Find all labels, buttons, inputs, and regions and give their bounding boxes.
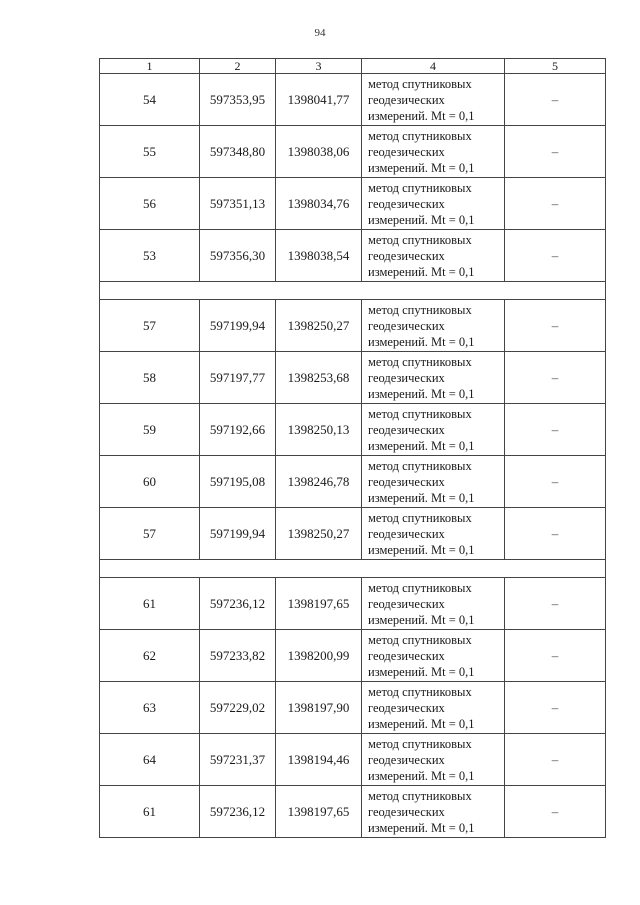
method-text-line: измерений. Mt = 0,1 xyxy=(368,664,475,679)
table-row xyxy=(100,456,606,508)
note-cell: – xyxy=(505,404,606,456)
method-text-line: метод спутниковых xyxy=(368,302,472,317)
method-text-line: геодезических xyxy=(368,804,445,819)
method-text-line: метод спутниковых xyxy=(368,580,472,595)
method-text-line: геодезических xyxy=(368,196,445,211)
y-coordinate-cell: 1398197,65 xyxy=(276,578,362,630)
note-cell: – xyxy=(505,786,606,838)
page-number: 94 xyxy=(314,27,326,39)
x-coordinate-cell: 597197,77 xyxy=(200,352,276,404)
x-coordinate-cell: 597351,13 xyxy=(200,178,276,230)
table-row xyxy=(100,352,606,404)
column-header: 5 xyxy=(505,59,606,74)
table-row xyxy=(100,682,606,734)
method-text-line: геодезических xyxy=(368,474,445,489)
method-text-line: измерений. Mt = 0,1 xyxy=(368,716,475,731)
y-coordinate-cell: 1398250,27 xyxy=(276,300,362,352)
method-cell xyxy=(362,352,505,404)
table-row xyxy=(100,734,606,786)
point-number-cell: 54 xyxy=(100,74,200,126)
table-header-row xyxy=(100,59,606,74)
method-text-line: геодезических xyxy=(368,248,445,263)
note-cell: – xyxy=(505,178,606,230)
method-cell xyxy=(362,74,505,126)
method-text-line: измерений. Mt = 0,1 xyxy=(368,768,475,783)
method-cell xyxy=(362,578,505,630)
x-coordinate-cell: 597199,94 xyxy=(200,300,276,352)
point-number-cell: 63 xyxy=(100,682,200,734)
x-coordinate-cell: 597231,37 xyxy=(200,734,276,786)
y-coordinate-cell: 1398200,99 xyxy=(276,630,362,682)
x-coordinate-cell: 597348,80 xyxy=(200,126,276,178)
method-text-line: геодезических xyxy=(368,752,445,767)
note-cell: – xyxy=(505,230,606,282)
table-row xyxy=(100,508,606,560)
note-cell: – xyxy=(505,126,606,178)
method-cell xyxy=(362,682,505,734)
note-cell: – xyxy=(505,352,606,404)
method-text-line: геодезических xyxy=(368,92,445,107)
x-coordinate-cell: 597356,30 xyxy=(200,230,276,282)
x-coordinate-cell: 597236,12 xyxy=(200,786,276,838)
method-text-line: геодезических xyxy=(368,596,445,611)
method-text-line: геодезических xyxy=(368,318,445,333)
x-coordinate-cell: 597233,82 xyxy=(200,630,276,682)
method-text-line: метод спутниковых xyxy=(368,736,472,751)
x-coordinate-cell: 597229,02 xyxy=(200,682,276,734)
method-text-line: метод спутниковых xyxy=(368,76,472,91)
note-cell: – xyxy=(505,508,606,560)
note-cell: – xyxy=(505,630,606,682)
note-cell: – xyxy=(505,74,606,126)
table-row xyxy=(100,578,606,630)
note-cell: – xyxy=(505,578,606,630)
table-row xyxy=(100,74,606,126)
point-number-cell: 57 xyxy=(100,508,200,560)
table-row xyxy=(100,300,606,352)
method-text-line: метод спутниковых xyxy=(368,128,472,143)
method-text-line: метод спутниковых xyxy=(368,458,472,473)
table-row xyxy=(100,630,606,682)
note-cell: – xyxy=(505,300,606,352)
point-number-cell: 53 xyxy=(100,230,200,282)
y-coordinate-cell: 1398250,13 xyxy=(276,404,362,456)
x-coordinate-cell: 597236,12 xyxy=(200,578,276,630)
method-text-line: измерений. Mt = 0,1 xyxy=(368,820,475,835)
method-text-line: измерений. Mt = 0,1 xyxy=(368,264,475,279)
group-separator-row xyxy=(100,282,606,300)
method-text-line: геодезических xyxy=(368,422,445,437)
method-text-line: измерений. Mt = 0,1 xyxy=(368,438,475,453)
method-text-line: метод спутниковых xyxy=(368,632,472,647)
y-coordinate-cell: 1398034,76 xyxy=(276,178,362,230)
point-number-cell: 55 xyxy=(100,126,200,178)
method-text-line: измерений. Mt = 0,1 xyxy=(368,612,475,627)
method-text-line: измерений. Mt = 0,1 xyxy=(368,542,475,557)
point-number-cell: 58 xyxy=(100,352,200,404)
table-body xyxy=(100,74,606,838)
column-header: 2 xyxy=(200,59,276,74)
group-separator-cell xyxy=(100,560,606,578)
point-number-cell: 61 xyxy=(100,786,200,838)
method-cell xyxy=(362,630,505,682)
table-row xyxy=(100,404,606,456)
x-coordinate-cell: 597192,66 xyxy=(200,404,276,456)
method-text-line: измерений. Mt = 0,1 xyxy=(368,212,475,227)
point-number-cell: 59 xyxy=(100,404,200,456)
note-cell: – xyxy=(505,456,606,508)
method-text-line: метод спутниковых xyxy=(368,180,472,195)
method-text-line: измерений. Mt = 0,1 xyxy=(368,160,475,175)
group-separator-cell xyxy=(100,282,606,300)
x-coordinate-cell: 597353,95 xyxy=(200,74,276,126)
method-text-line: метод спутниковых xyxy=(368,354,472,369)
point-number-cell: 60 xyxy=(100,456,200,508)
method-text-line: геодезических xyxy=(368,144,445,159)
method-cell xyxy=(362,734,505,786)
point-number-cell: 57 xyxy=(100,300,200,352)
y-coordinate-cell: 1398197,90 xyxy=(276,682,362,734)
point-number-cell: 61 xyxy=(100,578,200,630)
method-cell xyxy=(362,178,505,230)
y-coordinate-cell: 1398246,78 xyxy=(276,456,362,508)
method-text-line: метод спутниковых xyxy=(368,232,472,247)
x-coordinate-cell: 597195,08 xyxy=(200,456,276,508)
method-text-line: метод спутниковых xyxy=(368,510,472,525)
method-text-line: измерений. Mt = 0,1 xyxy=(368,334,475,349)
point-number-cell: 64 xyxy=(100,734,200,786)
table-row xyxy=(100,178,606,230)
method-text-line: измерений. Mt = 0,1 xyxy=(368,386,475,401)
method-cell xyxy=(362,508,505,560)
method-text-line: метод спутниковых xyxy=(368,684,472,699)
method-text-line: геодезических xyxy=(368,526,445,541)
y-coordinate-cell: 1398250,27 xyxy=(276,508,362,560)
column-header: 4 xyxy=(362,59,505,74)
y-coordinate-cell: 1398041,77 xyxy=(276,74,362,126)
column-header: 3 xyxy=(276,59,362,74)
group-separator-row xyxy=(100,560,606,578)
method-text-line: геодезических xyxy=(368,648,445,663)
method-cell xyxy=(362,786,505,838)
method-text-line: геодезических xyxy=(368,700,445,715)
method-text-line: измерений. Mt = 0,1 xyxy=(368,108,475,123)
x-coordinate-cell: 597199,94 xyxy=(200,508,276,560)
note-cell: – xyxy=(505,682,606,734)
point-number-cell: 62 xyxy=(100,630,200,682)
table-row xyxy=(100,230,606,282)
method-cell xyxy=(362,126,505,178)
y-coordinate-cell: 1398038,54 xyxy=(276,230,362,282)
method-cell xyxy=(362,300,505,352)
column-header: 1 xyxy=(100,59,200,74)
coordinates-table xyxy=(99,58,606,838)
y-coordinate-cell: 1398253,68 xyxy=(276,352,362,404)
method-cell xyxy=(362,404,505,456)
note-cell: – xyxy=(505,734,606,786)
method-text-line: измерений. Mt = 0,1 xyxy=(368,490,475,505)
method-text-line: геодезических xyxy=(368,370,445,385)
method-cell xyxy=(362,230,505,282)
y-coordinate-cell: 1398197,65 xyxy=(276,786,362,838)
method-text-line: метод спутниковых xyxy=(368,406,472,421)
table-row xyxy=(100,126,606,178)
y-coordinate-cell: 1398194,46 xyxy=(276,734,362,786)
table-row xyxy=(100,786,606,838)
point-number-cell: 56 xyxy=(100,178,200,230)
y-coordinate-cell: 1398038,06 xyxy=(276,126,362,178)
method-cell xyxy=(362,456,505,508)
method-text-line: метод спутниковых xyxy=(368,788,472,803)
